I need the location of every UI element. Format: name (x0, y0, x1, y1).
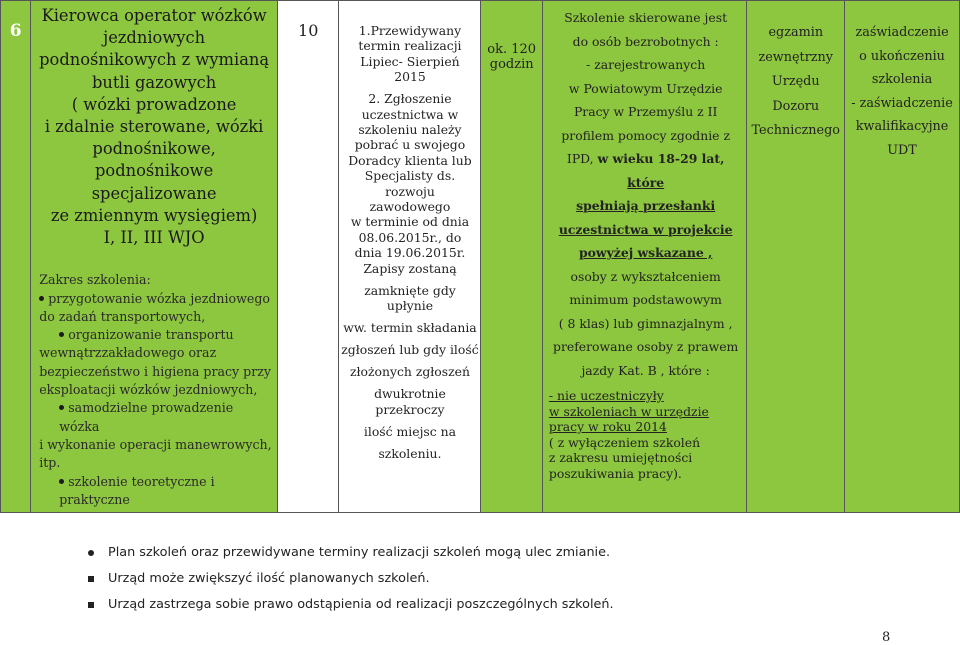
terms-cell (339, 1, 481, 513)
table-row (1, 1, 960, 513)
scope-item: bezpieczeństwo i higiena pracy przy (39, 363, 271, 379)
scope-item: przygotowanie wózka jezdniowego (39, 290, 273, 308)
exam-text: egzamin zewnętrzny Urzędu Dozoru Technicznego (751, 25, 840, 138)
hours-cell: 10 (278, 1, 339, 513)
duration-cell (481, 1, 542, 513)
certificate-cell (845, 1, 960, 513)
scope-item: organizowanie transportu (39, 326, 273, 344)
target-group-text: Szkolenie skierowane jest do osób bezrobotnych : - zarejestrowanych w Powiatowym Urzędzie Pracy w Przemyślu z II profilem pomocy zgodnie z IPD, w wieku 18-29 lat, które spełniają przesłanki uczestnictwa w projekcie powyżej wskazane , osoby z wykształceniem minimum podstawowym ( 8 klas) lub gimnazjalnym , preferowane osoby z prawem jazdy Kat. B , które : - nie uczestniczyły w szkoleniach w urzędzie pracy w roku 2014 ( z wyłączeniem szkoleń z zakresu umiejętności poszukiwania pracy). (548, 10, 739, 481)
row-number: 6 (1, 1, 31, 513)
notes-list (88, 540, 614, 618)
scope-item: do zadań transportowych, (39, 308, 206, 324)
bullet-dot-icon (59, 405, 64, 410)
scope-item: i wykonanie operacji manewrowych, (39, 436, 272, 452)
list-item: Plan szkoleń oraz przewidywane terminy realizacji szkoleń mogą ulec zmianie. (88, 540, 614, 566)
exam-cell (747, 1, 845, 513)
scope-item: samodzielne prowadzenie wózka (59, 400, 234, 434)
page-number: 8 (882, 630, 891, 645)
bullet-square-icon (88, 602, 94, 608)
training-title: Kierowca operator wózków jezdniowych podnośnikowych z wymianą butli gazowych ( wózki prowadzone i zdalnie sterowane, wózki podnośnikowe, podnośnikowe specjalizowane ze zmiennym wysięgiem) I, II, III WJO (39, 6, 270, 248)
target-group-cell (542, 1, 746, 513)
scope-item: szkolenie teoretyczne i praktyczne (59, 473, 215, 507)
scope-item: eksploatacji wózków jezdniowych, (39, 382, 258, 398)
bullet-dot-icon (59, 332, 64, 337)
scope-item: itp. (39, 455, 61, 471)
bullet-dot-icon (88, 550, 94, 556)
terms-text: 1.Przewidywany termin realizacji Lipiec- Sierpień 2015 2. Zgłoszenie uczestnictwa w szkoleniu należy pobrać u swojego Doradcy klienta lub Specjalisty ds. rozwoju zawodowego w terminie od dnia 08.06.2015r., do dnia 19.06.2015r. Zapisy zostaną zamknięte gdy upłynie ww. termin składania zgłoszeń lub gdy ilość złożonych zgłoszeń dwukrotnie przekroczy ilość miejsc na szkoleniu. (341, 23, 479, 461)
bullet-square-icon (88, 576, 94, 582)
bullet-dot-icon (39, 296, 44, 301)
scope-heading: Zakres szkolenia: (39, 272, 151, 288)
training-scope (31, 249, 277, 509)
list-item: Urząd zastrzega sobie prawo odstąpienia od realizacji poszczególnych szkoleń. (88, 592, 614, 618)
bullet-dot-icon (59, 479, 64, 484)
list-item: Urząd może zwiększyć ilość planowanych szkoleń. (88, 566, 614, 592)
certificate-text: zaświadczenie o ukończeniu szkolenia - zaświadczenie kwalifikacyjne UDT (851, 25, 953, 158)
training-title-cell (31, 1, 278, 513)
scope-item: wewnątrzzakładowego oraz (39, 345, 217, 361)
duration-text: ok. 120 godzin (487, 42, 537, 72)
